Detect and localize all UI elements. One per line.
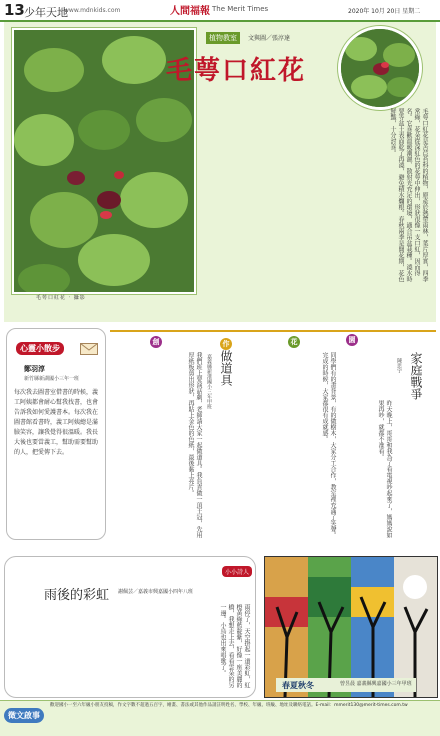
page-number: 13 — [4, 1, 25, 19]
feature-body-text: 毛萼口紅花是苦苣苔科的植物，原產於熱帶雨林，葉片厚實，四季常綠，花朵從深紅色的花萼中伸出，形狀很像一支口紅，因而得名。它喜歡溫暖潮濕、散射光充足的環境，適合吊盆栽種。澆水時要等盆土表面乾了再澆，避免積水爛根。春秋兩季是開花期，花色鮮豔，十分討喜。 — [389, 108, 428, 282]
plant-closeup-icon — [341, 29, 419, 107]
envelope-icon — [80, 340, 98, 359]
plant-closeup-photo — [338, 26, 422, 110]
call-for-submissions-badge: 徵文啟事 — [4, 708, 44, 723]
feature-byline: 文與圖／張淳達 — [248, 35, 291, 42]
deco-chuang: 創 — [150, 336, 162, 348]
poem-author: 謝佩芸／嘉義市興嘉國小四年八班 — [118, 589, 194, 595]
feature-title: 毛萼口紅花 — [166, 56, 307, 86]
article1-author: 嘉義縣新港國小三年甲班 — [206, 354, 212, 409]
essay-heading: 心靈小散步 — [16, 342, 64, 355]
article1-body-a: 我們班上要演話劇，老師請大家一起做道具。我負責做一頂王冠，先用厚紙板剪出形狀，再貼上金色的色紙，最後黏上亮片。 — [187, 352, 202, 538]
essay-body: 每次我去圖書室借書的時候，義工阿姨都會耐心幫我找書，也會告訴我如何愛護書本。每次我在圖書館看書時，義工阿姨總是滿臉笑容，讓我覺得很溫暖。我長大後也要當義工，幫助需要幫助的人，把愛傳下去。 — [14, 389, 99, 456]
poetry-tag: 小小詩人 — [222, 566, 252, 577]
section-title: 少年天地 — [24, 6, 68, 19]
painting-author: 曾昱晨 嘉義縣興嘉國小三年甲班 — [340, 681, 412, 687]
newspaper-logo-en: The Merit Times — [212, 5, 269, 13]
article2-title: 家庭戰爭 — [409, 352, 423, 400]
poem-body: 雨停了，天空掛起一道彩虹，紅橙黃綠藍靛紫，好像一座美麗的橋，我想走上去，看看雲朵的另一邊。小鳥也出來唱歌了。 — [219, 604, 250, 688]
painting-title: 春夏秋冬 — [282, 681, 314, 690]
poem-title: 雨後的彩虹 — [44, 588, 110, 603]
article1-body-b: 同學們有的畫背景，有的做樹木，大家分工合作，教室裡充滿了笑聲。完成的時候，大家都很有成就感。 — [321, 352, 336, 538]
article2-body: 昨天晚上，哥哥和我為了看電視吵起來了，媽媽說如果再吵，就都不准看。 — [377, 400, 392, 538]
site-url[interactable]: www.mdnkids.com — [64, 7, 121, 14]
article2-author: 陳思宇 — [396, 358, 402, 373]
painting-artwork — [264, 556, 438, 698]
footer-text: 歡迎國小一至六年級小朋友投稿，作文字數不超過五百字，繪畫、書法或其他作品請註明姓名、學校、年級、班級、地址及聯絡電話。E-mail：mmerit130@merit-times.com.tw — [50, 703, 408, 708]
issue-date: 2020年 10月 20日 星期二 — [348, 8, 421, 15]
deco-yuan: 園 — [346, 334, 358, 346]
article1-title: 做道具 — [219, 350, 233, 386]
photo-credit: 毛萼口紅花 ‧ 攝影 — [36, 295, 86, 301]
deco-zuo: 作 — [220, 338, 232, 350]
creative-top-rule — [110, 330, 436, 332]
seasons-painting-icon — [265, 557, 437, 697]
essay-author: 鄭羽淳 — [24, 365, 45, 373]
newspaper-logo: 人間福報 — [170, 6, 210, 17]
deco-hua: 花 — [288, 336, 300, 348]
essay-school: 新竹縣新湖國小三年一班 — [24, 376, 80, 382]
section-tag: 植物教室 — [206, 32, 240, 44]
